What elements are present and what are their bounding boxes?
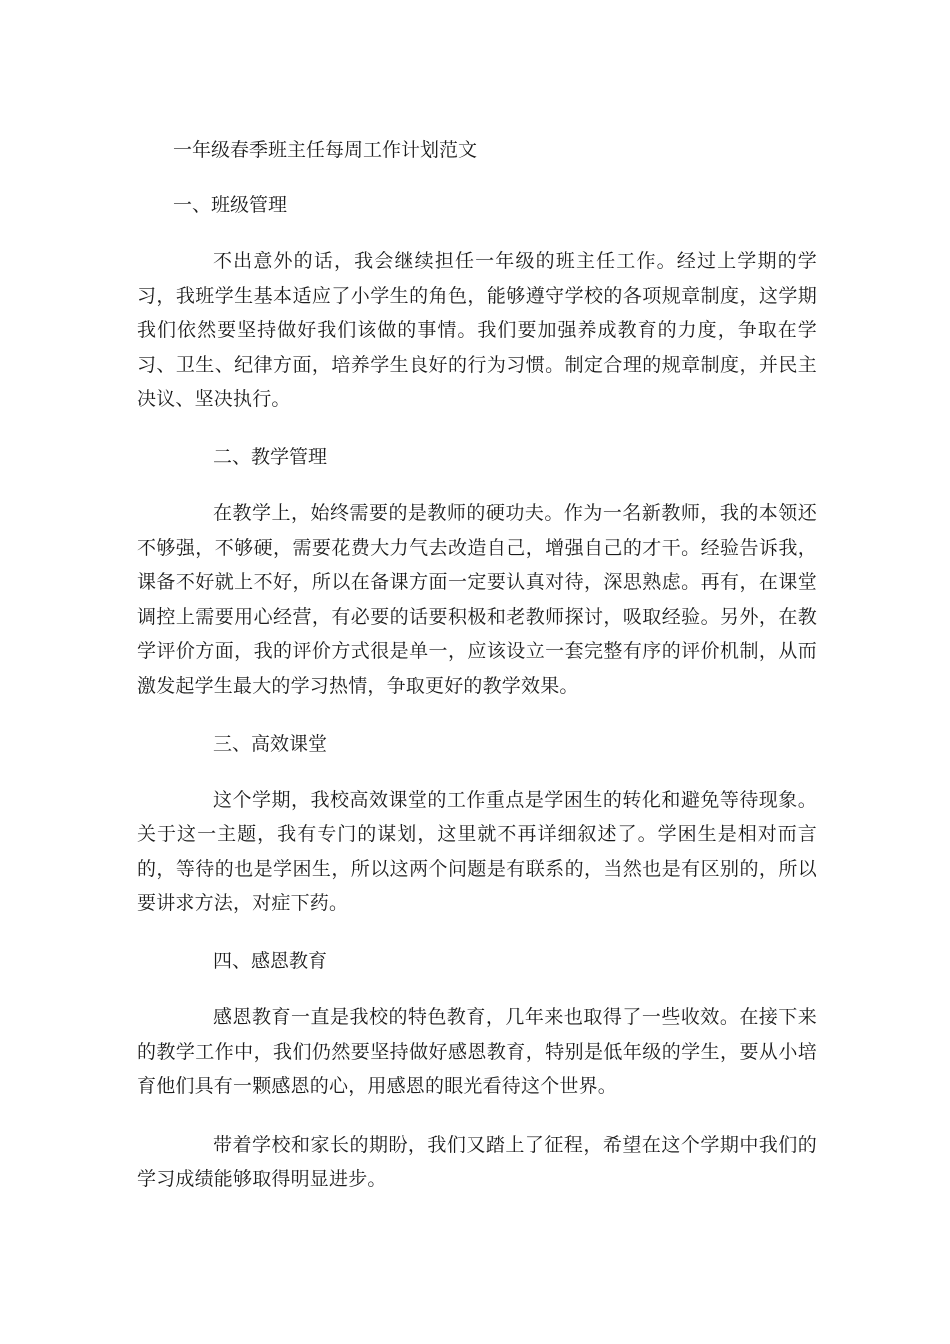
section-heading: 一、班级管理	[173, 194, 288, 216]
document-title: 一年级春季班主任每周工作计划范文	[173, 139, 478, 161]
section-heading: 二、教学管理	[213, 445, 328, 468]
section-paragraph: 感恩教育一直是我校的特色教育，几年来也取得了一些收效。在接下来的教学工作中，我们仍然要坚持做好感恩教育，特别是低年级的学生，要从小培育他们具有一颗感恩的心，用感恩的眼光看待这个世界。	[137, 1005, 817, 1098]
section-teaching-management	[137, 441, 817, 704]
section-paragraph: 这个学期，我校高效课堂的工作重点是学困生的转化和避免等待现象。关于这一主题，我有专门的谋划，这里就不再详细叙述了。学困生是相对而言的，等待的也是学困生，所以这两个问题是有联系的，当然也是有区别的，所以要讲求方法，对症下药。	[137, 788, 817, 915]
document-page	[137, 134, 817, 1221]
section-efficient-classroom	[137, 728, 817, 921]
section-heading: 三、高效课堂	[213, 732, 328, 755]
closing-paragraph: 带着学校和家长的期盼，我们又踏上了征程，希望在这个学期中我们的学习成绩能够取得明显进步。	[137, 1133, 817, 1191]
section-paragraph: 在教学上，始终需要的是教师的硬功夫。作为一名新教师，我的本领还不够强，不够硬，需要花费大力气去改造自己，增强自己的才干。经验告诉我，课备不好就上不好，所以在备课方面一定要认真对待，深思熟虑。再有，在课堂调控上需要用心经营，有必要的话要积极和老教师探讨，吸取经验。另外，在教学评价方面，我的评价方式很是单一，应该设立一套完整有序的评价机制，从而激发起学生最大的学习热情，争取更好的教学效果。	[137, 501, 817, 697]
section-heading: 四、感恩教育	[213, 949, 328, 972]
section-paragraph: 不出意外的话，我会继续担任一年级的班主任工作。经过上学期的学习，我班学生基本适应了小学生的角色，能够遵守学校的各项规章制度，这学期我们依然要坚持做好我们该做的事情。我们要加强养成教育的力度，争取在学习、卫生、纪律方面，培养学生良好的行为习惯。制定合理的规章制度，并民主决议、坚决执行。	[137, 250, 817, 411]
section-class-management	[137, 189, 817, 417]
section-gratitude-education	[137, 945, 817, 1104]
